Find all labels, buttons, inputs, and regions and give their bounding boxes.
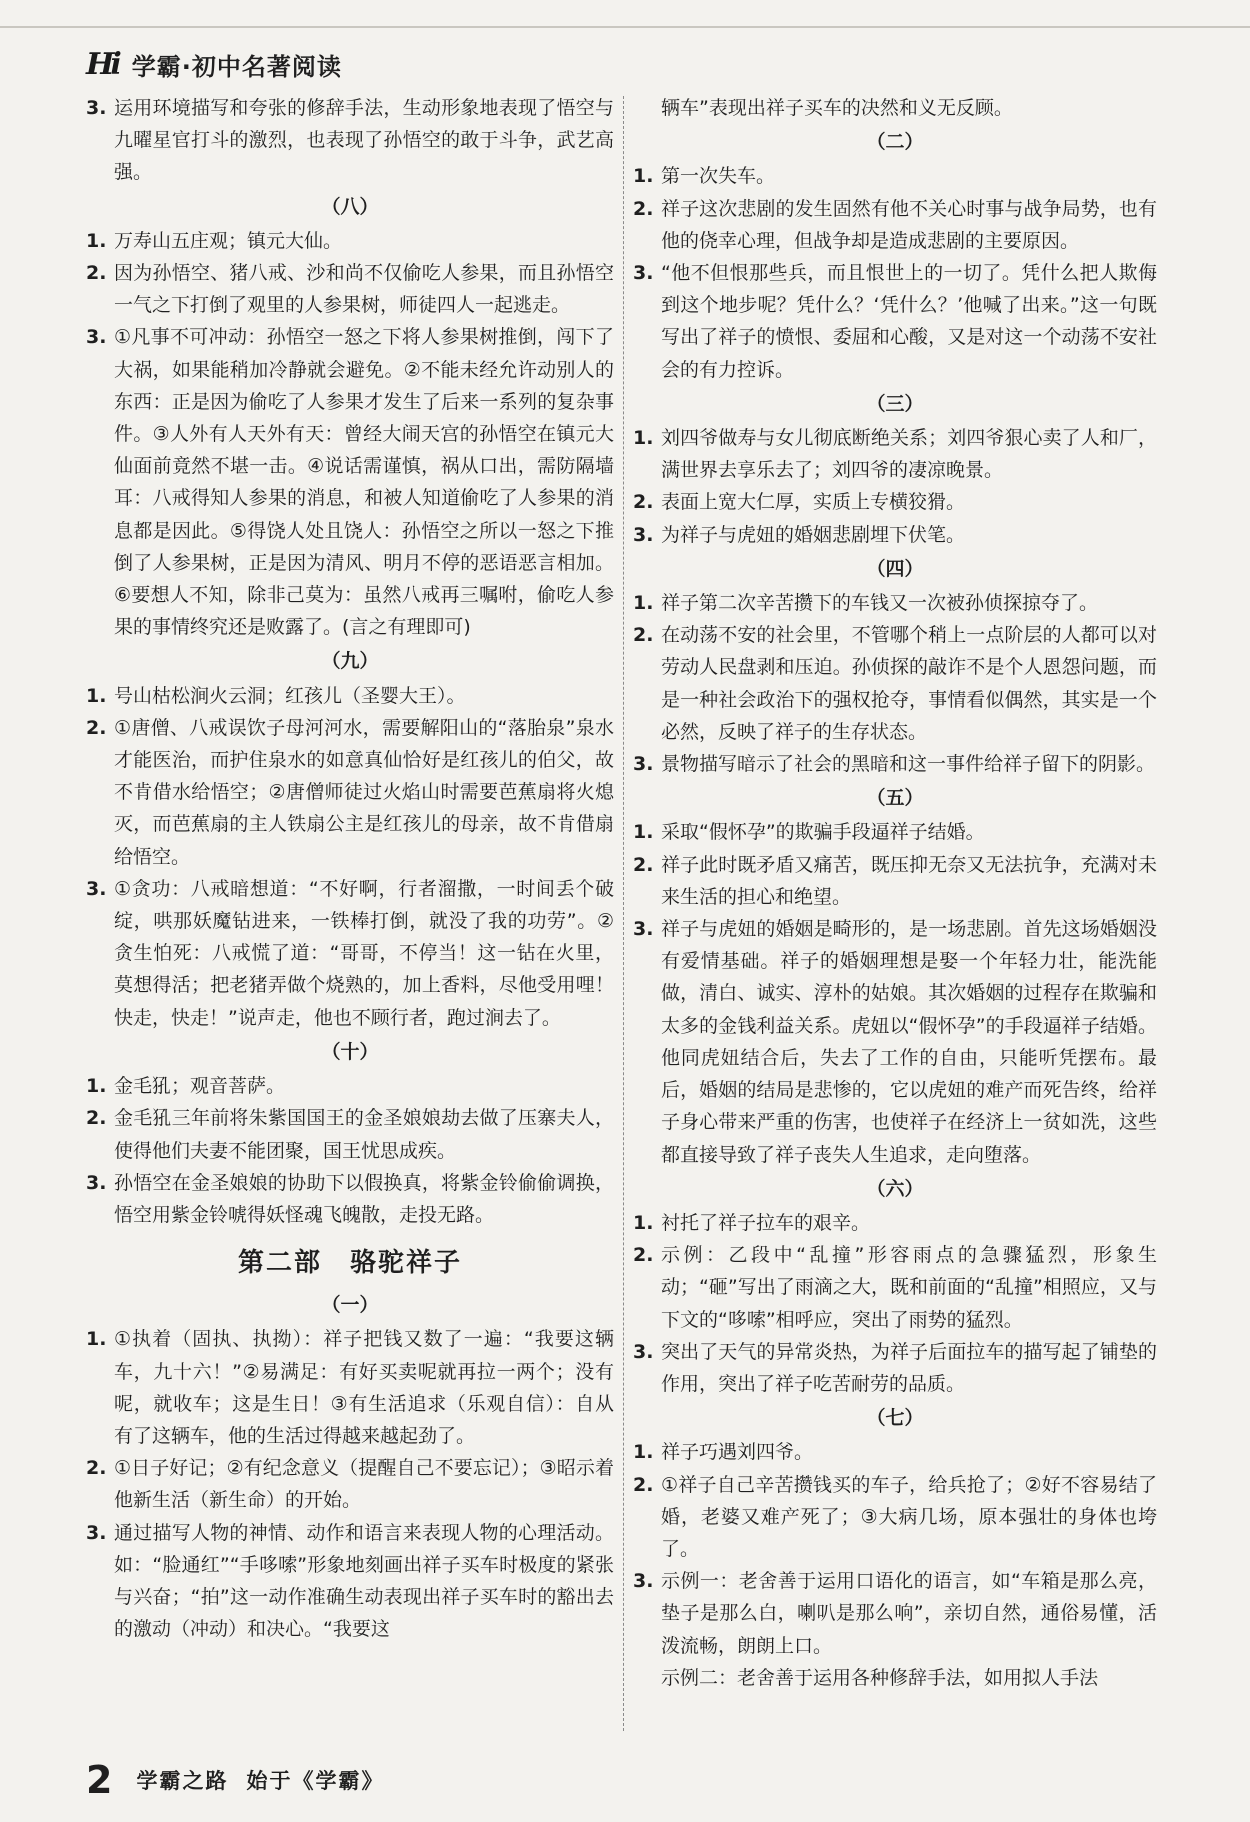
section-heading: （五） [866,787,924,810]
list-item: 3. 突出了天气的异常炎热，为祥子后面拉车的描写起了铺垫的作用，突出了祥子吃苦耐劳的品质。 [633,1340,1157,1395]
column-divider [623,96,624,1731]
list-item: 1. 第一次失车。 [633,165,776,188]
list-item: 3. 示例一：老舍善于运用口语化的语言，如“车箱是那么亮，垫子是那么白，喇叭是那么响”，亲切自然，通俗易懂，活泼流畅，朗朗上口。 [633,1570,1157,1657]
list-item: 2. 祥子这次悲剧的发生固然有他不关心时事与战争局势，也有他的侥幸心理，但战争却是造成悲剧的主要原因。 [633,197,1157,252]
page-number: 2 [86,1758,113,1802]
list-item: 3. 孙悟空在金圣娘娘的协助下以假换真，将紫金铃偷偷调换，悟空用紫金铃唬得妖怪魂飞魄散，走投无路。 [86,1171,614,1226]
list-item: 2. 因为孙悟空、猪八戒、沙和尚不仅偷吃人参果，而且孙悟空一气之下打倒了观里的人参果树，师徒四人一起逃走。 [86,262,614,317]
right-column [633,92,1157,1732]
list-item: 2. 表面上宽大仁厚，实质上专横狡猾。 [633,491,966,514]
list-item: 1. 万寿山五庄观；镇元大仙。 [86,229,343,252]
section-heading: （八） [321,195,379,218]
list-item: 3. 祥子与虎妞的婚姻是畸形的，是一场悲剧。首先这场婚姻没有爱情基础。祥子的婚姻理想是娶一个年轻力壮，能洗能做，清白、诚实、淳朴的姑娘。其次婚姻的过程存在欺骗和太多的金钱利益关系。虎妞以“假怀孕”的手段逼祥子结婚。他同虎妞结合后，失去了工作的自由，只能听凭摆布。最后，婚姻的结局是悲惨的，它以虎妞的难产而死告终，给祥子身心带来严重的伤害，也使祥子在经济上一贫如洗，这些都直接导致了祥子丧失人生追求，走向堕落。 [633,918,1157,1166]
page-header [86,44,342,84]
section-heading: （六） [866,1177,924,1200]
list-item: 1. 号山枯松涧火云洞；红孩儿（圣婴大王）。 [86,684,466,707]
section-heading: （十） [321,1040,379,1063]
left-column [86,92,614,1732]
list-item: 3. ①贪功：八戒暗想道：“不好啊，行者溜撒，一时间丢个破绽，哄那妖魔钻进来，一铁棒打倒，就没了我的功劳”。②贪生怕死：八戒慌了道：“哥哥，不停当！这一钻在火里，莫想得活；把老猪弄做个烧熟的，加上香料，尽他受用哩！快走，快走！”说声走，他也不顾行者，跑过涧去了。 [86,877,614,1029]
section-heading: （七） [866,1407,924,1430]
section-heading: （四） [866,557,924,580]
list-item: 2. ①祥子自己辛苦攒钱买的车子，给兵抢了；②好不容易结了婚，老婆又难产死了；③大病几场，原本强壮的身体也垮了。 [633,1473,1157,1560]
list-item: 2. ①唐僧、八戒误饮子母河河水，需要解阳山的“落胎泉”泉水才能医治，而护住泉水的如意真仙恰好是红孩儿的伯父，故不肯借水给悟空；②唐僧师徒过火焰山时需要芭蕉扇将火熄灭，而芭蕉扇的主人铁扇公主是红孩儿的母亲，故不肯借扇给悟空。 [86,716,614,868]
list-item: 1. 刘四爷做寿与女儿彻底断绝关系；刘四爷狠心卖了人和厂，满世界去享乐去了；刘四爷的凄凉晚景。 [633,427,1157,482]
list-item: 1. 祥子第二次辛苦攒下的车钱又一次被孙侦探掠夺了。 [633,592,1099,615]
page-footer [86,1758,402,1802]
brand-logo: Hi [86,46,118,82]
continued-text: 辆车”表现出祥子买车的决然和义无反顾。 [661,97,1013,119]
section-heading: （三） [866,392,924,415]
list-item: 2. 示例：乙段中“乱撞”形容雨点的急骤猛烈，形象生动；“砸”写出了雨滴之大，既和前面的“乱撞”相照应，又与下文的“哆嗦”相呼应，突出了雨势的猛烈。 [633,1244,1157,1331]
list-item: 3. 运用环境描写和夸张的修辞手法，生动形象地表现了悟空与九曜星官打斗的激烈，也表现了孙悟空的敢于斗争，武艺高强。 [86,97,614,184]
list-item: 2. 金毛犼三年前将朱紫国国王的金圣娘娘劫去做了压寨夫人，使得他们夫妻不能团聚，国王忧思成疾。 [86,1107,614,1162]
list-item: 2. ①日子好记；②有纪念意义（提醒自己不要忘记）；③昭示着他新生活（新生命）的开始。 [86,1457,614,1512]
list-item: 3. 为祥子与虎妞的婚姻悲剧埋下伏笔。 [633,523,966,546]
list-item: 3. ①凡事不可冲动：孙悟空一怒之下将人参果树推倒，闯下了大祸，如果能稍加冷静就会避免。②不能未经允许动别人的东西：正是因为偷吃了人参果才发生了后来一系列的复杂事件。③人外有人天外有天：曾经大闹天宫的孙悟空在镇元大仙面前竟然不堪一击。④说话需谨慎，祸从口出，需防隔墙耳：八戒得知人参果的消息，和被人知道偷吃了人参果的消息都是因此。⑤得饶人处且饶人：孙悟空之所以一怒之下推倒了人参果树，正是因为清风、明月不停的恶语恶言相加。⑥要想人不知，除非己莫为：虽然八戒再三嘱咐，偷吃人参果的事情终究还是败露了。(言之有理即可) [86,326,614,639]
section-heading: （九） [321,650,379,673]
list-item: 3. 通过描写人物的神情、动作和语言来表现人物的心理活动。如：“脸通红”“手哆嗦”形象地刻画出祥子买车时极度的紧张与兴奋；“拍”这一动作准确生动表现出祥子买车时的豁出去的激动（冲动）和决心。“我要这 [86,1521,614,1641]
part-title: 第二部 骆驼祥子 [237,1248,463,1279]
list-item: 1. 金毛犼；观音菩萨。 [86,1075,286,1098]
section-heading: （一） [321,1294,379,1317]
footer-slogan: 学霸之路 始于《学霸》 [136,1769,385,1793]
list-item: 1. 衬托了祥子拉车的艰辛。 [633,1211,871,1234]
list-item: 2. 祥子此时既矛盾又痛苦，既压抑无奈又无法抗争，充满对未来生活的担心和绝望。 [633,853,1157,908]
book-series-title: 学霸·初中名著阅读 [131,52,342,81]
list-item: 1. 采取“假怀孕”的欺骗手段逼祥子结婚。 [633,821,985,844]
section-heading: （二） [866,131,924,154]
top-rule [0,26,1250,28]
list-item: 1. 祥子巧遇刘四爷。 [633,1441,814,1464]
continued-text: 示例二：老舍善于运用各种修辞手法，如用拟人手法 [661,1666,1099,1689]
list-item: 2. 在动荡不安的社会里，不管哪个稍上一点阶层的人都可以对劳动人民盘剥和压迫。孙侦探的敲诈不是个人恩怨问题，而是一种社会政治下的强权抢夺，事情看似偶然，其实是一个必然，反映了祥子的生存状态。 [633,624,1157,743]
list-item: 3. 景物描写暗示了社会的黑暗和这一事件给祥子留下的阴影。 [633,753,1156,776]
list-item: 3. “他不但恨那些兵，而且恨世上的一切了。凭什么把人欺侮到这个地步呢？凭什么？‘凭什么？’他喊了出来。”这一句既写出了祥子的愤恨、委屈和心酸，又是对这一个动荡不安社会的有力控诉。 [633,262,1157,381]
list-item: 1. ①执着（固执、执拗）：祥子把钱又数了一遍：“我要这辆车，九十六！”②易满足：有好买卖呢就再拉一两个；没有呢，就收车；这是生日！③有生活追求（乐观自信）：自从有了这辆车，他的生活过得越来越起劲了。 [86,1328,614,1447]
